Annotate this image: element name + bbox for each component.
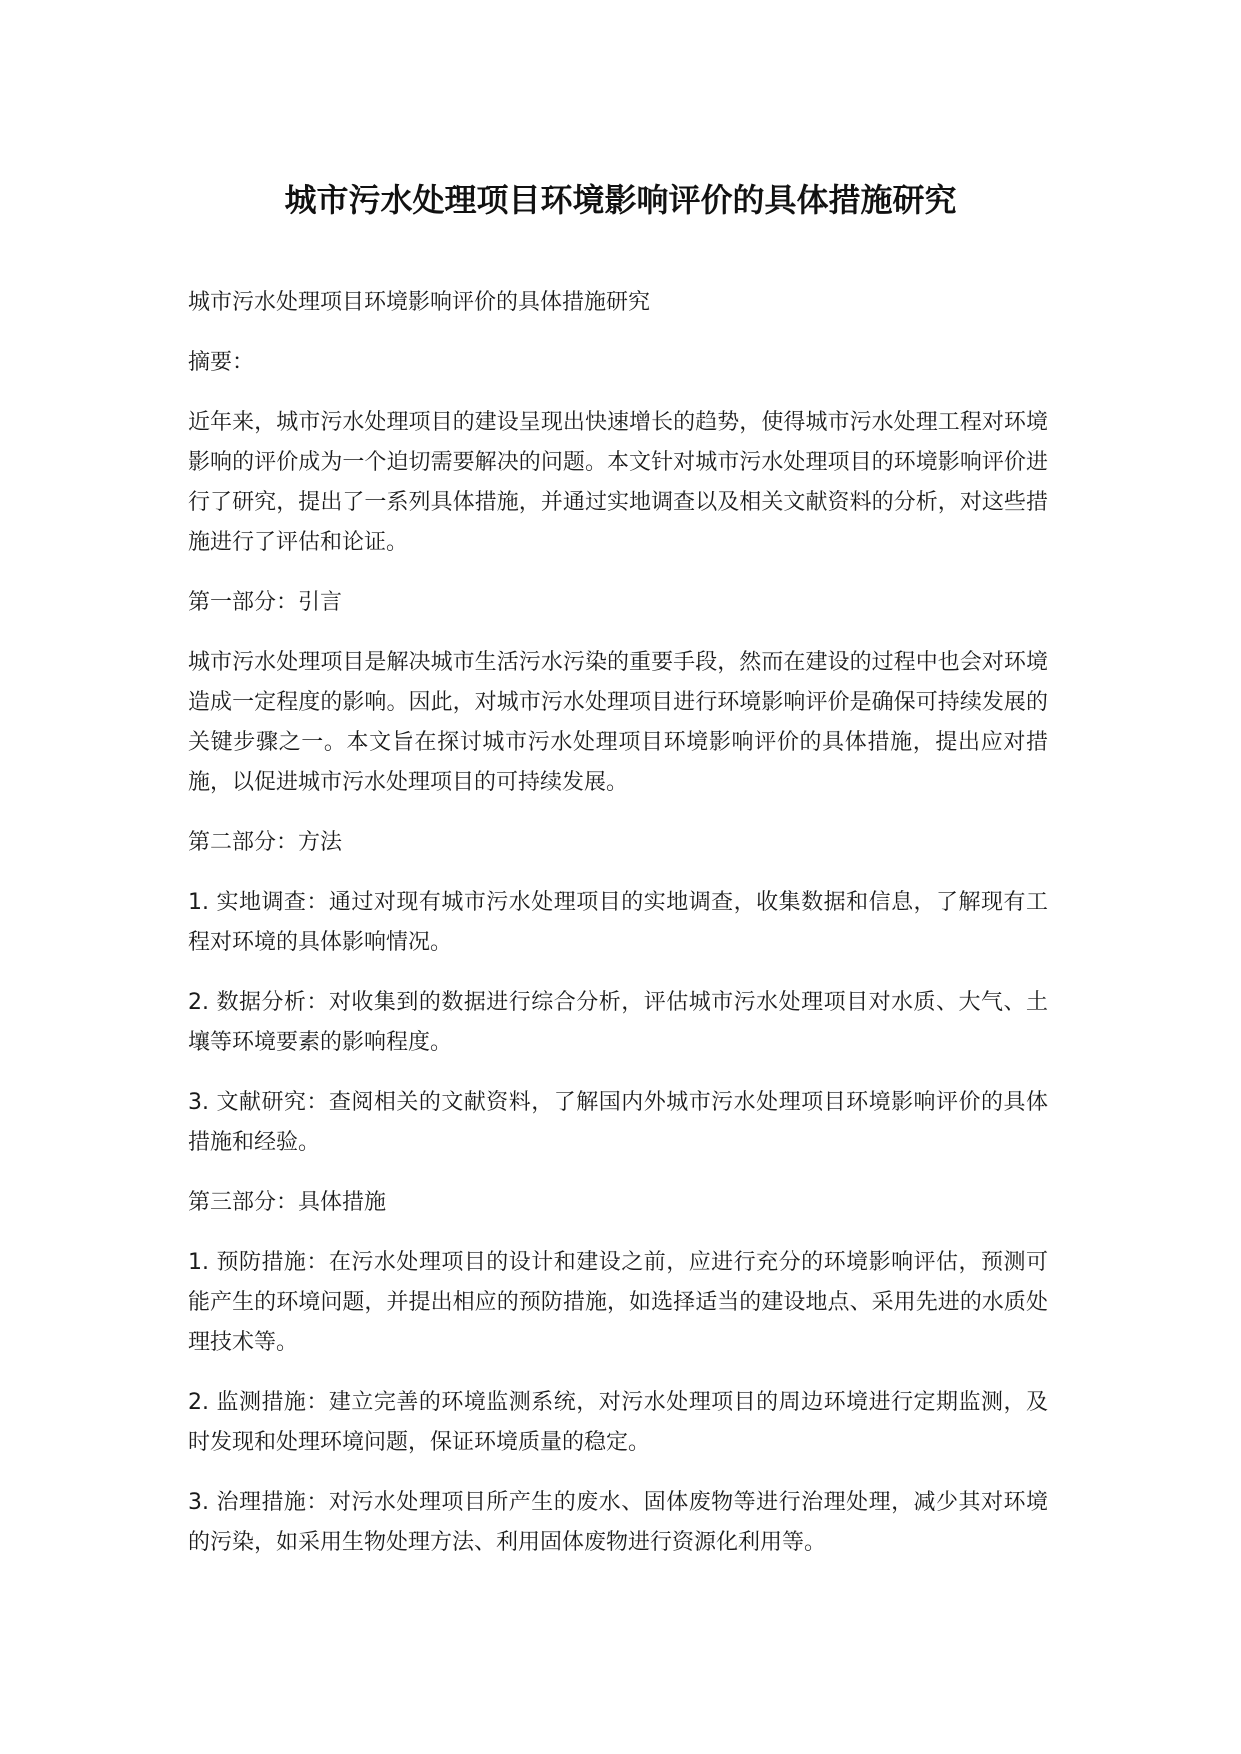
- subtitle-paragraph: 城市污水处理项目环境影响评价的具体措施研究: [188, 290, 651, 315]
- abstract-heading: 摘要：: [188, 350, 255, 375]
- measure-item-prevention: 1. 预防措施：在污水处理项目的设计和建设之前，应进行充分的环境影响评估，预测可能产生的环境问题，并提出相应的预防措施，如选择适当的建设地点、采用先进的水质处理技术等。: [188, 1250, 1048, 1355]
- document-body: [188, 283, 1048, 1583]
- section-heading-introduction: 第一部分：引言: [188, 590, 343, 615]
- method-item-field-survey: 1. 实地调查：通过对现有城市污水处理项目的实地调查，收集数据和信息，了解现有工程对环境的具体影响情况。: [188, 890, 1048, 955]
- method-item-data-analysis: 2. 数据分析：对收集到的数据进行综合分析，评估城市污水处理项目对水质、大气、土壤等环境要素的影响程度。: [188, 990, 1048, 1055]
- section-heading-methods: 第二部分：方法: [188, 830, 343, 855]
- section-heading-measures: 第三部分：具体措施: [188, 1190, 387, 1215]
- document-title: 城市污水处理项目环境影响评价的具体措施研究: [284, 181, 957, 219]
- abstract-paragraph: 近年来，城市污水处理项目的建设呈现出快速增长的趋势，使得城市污水处理工程对环境影响的评价成为一个迫切需要解决的问题。本文针对城市污水处理项目的环境影响评价进行了研究，提出了一系列具体措施，并通过实地调查以及相关文献资料的分析，对这些措施进行了评估和论证。: [188, 410, 1048, 555]
- method-item-literature-research: 3. 文献研究：查阅相关的文献资料，了解国内外城市污水处理项目环境影响评价的具体措施和经验。: [188, 1090, 1048, 1155]
- measure-item-monitoring: 2. 监测措施：建立完善的环境监测系统，对污水处理项目的周边环境进行定期监测，及时发现和处理环境问题，保证环境质量的稳定。: [188, 1390, 1048, 1455]
- introduction-paragraph: 城市污水处理项目是解决城市生活污水污染的重要手段，然而在建设的过程中也会对环境造成一定程度的影响。因此，对城市污水处理项目进行环境影响评价是确保可持续发展的关键步骤之一。本文旨在探讨城市污水处理项目环境影响评价的具体措施，提出应对措施，以促进城市污水处理项目的可持续发展。: [188, 650, 1048, 795]
- measure-item-treatment: 3. 治理措施：对污水处理项目所产生的废水、固体废物等进行治理处理，减少其对环境的污染，如采用生物处理方法、利用固体废物进行资源化利用等。: [188, 1490, 1048, 1555]
